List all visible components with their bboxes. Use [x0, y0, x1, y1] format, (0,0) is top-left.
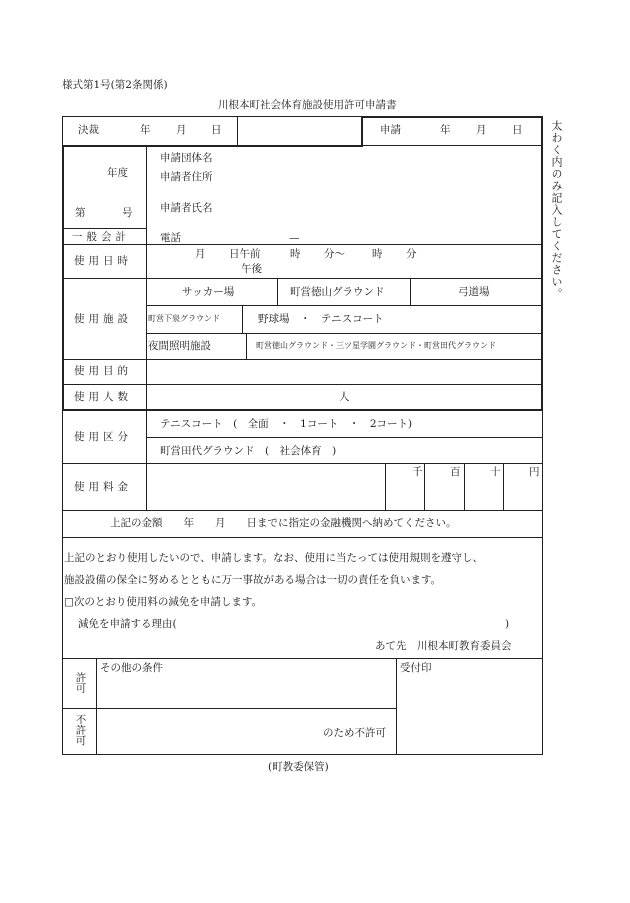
rule — [246, 333, 247, 359]
exemption-checkbox[interactable]: □次のとおり使用料の減免を申請します。 — [64, 596, 263, 608]
usage-pm: 午後 — [241, 263, 262, 275]
general-account-label: 一般会計 — [72, 231, 130, 243]
fee-unit-yen: 円 — [529, 466, 540, 478]
other-conditions-label: その他の条件 — [100, 662, 163, 674]
rule — [62, 244, 543, 245]
rule — [242, 305, 243, 333]
receipt-stamp-label: 受付印 — [400, 662, 432, 674]
rule — [62, 754, 543, 755]
rule — [62, 537, 543, 538]
applicant-address-label: 申請者住所 — [160, 171, 213, 183]
facility-baseball-tennis: 野球場 ・ テニスコート — [258, 313, 384, 325]
facility-shimoizumi: 町営下泉グラウンド — [148, 314, 220, 323]
thick-rule — [361, 116, 543, 118]
decision-month: 月 — [176, 124, 187, 136]
phone-dash: — — [289, 232, 300, 244]
rule — [396, 658, 397, 755]
form-title: 川根本町社会体育施設使用許可申請書 — [218, 99, 397, 111]
fiscal-year-label: 年度 — [107, 167, 128, 179]
facility-soccer: サッカー場 — [182, 286, 235, 298]
rule — [146, 305, 543, 306]
category-label: 使用区分 — [74, 431, 132, 443]
fee-unit-ten: 十 — [490, 466, 501, 478]
group-name-label: 申請団体名 — [160, 152, 213, 164]
rule — [277, 278, 278, 306]
rule — [96, 658, 97, 755]
usage-month: 月 — [195, 248, 206, 260]
people-unit: 人 — [339, 391, 350, 403]
rule — [503, 463, 504, 511]
exemption-reason: 減免を申請する理由( — [78, 618, 177, 630]
addressee: あて先 川根本町教育委員会 — [375, 640, 512, 652]
rule — [237, 116, 238, 146]
rule — [146, 437, 543, 438]
category-tennis: テニスコート ( 全面 ・ 1コート ・ 2コート) — [160, 418, 413, 430]
application-label: 申請 — [380, 124, 401, 136]
rule — [464, 463, 465, 511]
rule — [62, 510, 543, 511]
number-label-dai: 第 — [75, 207, 86, 219]
rule — [146, 146, 147, 511]
thick-rule — [62, 145, 363, 147]
facility-archery: 弓道場 — [458, 286, 490, 298]
thick-rule — [541, 116, 543, 410]
decision-day: 日 — [211, 124, 222, 136]
form-number: 様式第1号(第2条関係) — [62, 79, 168, 91]
facility-night-lighting: 夜間照明施設 — [148, 340, 211, 352]
rule — [62, 228, 146, 229]
deny-reason: のため不許可 — [323, 727, 386, 739]
rule — [410, 278, 411, 306]
usage-minute-2: 分 — [406, 248, 417, 260]
deny-label: 不許可 — [74, 714, 87, 746]
usage-hour: 時 — [290, 248, 301, 260]
rule — [62, 278, 543, 279]
fee-label: 使用料金 — [74, 481, 132, 493]
declaration-line-1: 上記のとおり使用したいので、申請します。なお、使用に当たっては使用規則を遵守し、 — [64, 552, 483, 564]
usage-day-am: 日午前 — [229, 248, 261, 260]
category-tashiro: 町営田代グラウンド ( 社会体育 ) — [160, 445, 337, 457]
rule — [146, 333, 543, 334]
rule — [62, 708, 396, 709]
payment-notice: 上記の金額 年 月 日までに指定の金融機関へ納めてください。 — [110, 517, 457, 529]
thick-rule — [361, 116, 363, 146]
application-year: 年 — [440, 124, 451, 136]
rule — [62, 359, 543, 360]
number-label-go: 号 — [122, 207, 133, 219]
fee-unit-thousand: 千 — [412, 466, 423, 478]
rule — [385, 463, 386, 511]
thick-rule — [62, 409, 543, 411]
rule — [62, 384, 543, 385]
side-note: 太わく内のみ記入してください。 — [550, 120, 563, 300]
rule — [363, 145, 542, 146]
usage-minute-from: 分～ — [324, 248, 345, 260]
facility-night-grounds: 町営徳山グラウンド・三ツ星学園グラウンド・町営田代グラウンド — [256, 341, 496, 350]
decision-label: 決裁 — [78, 124, 99, 136]
rule — [424, 463, 425, 511]
applicant-name-label: 申請者氏名 — [160, 202, 213, 214]
purpose-label: 使用目的 — [74, 365, 132, 377]
phone-label: 電話 — [160, 232, 181, 244]
facility-label: 使用施設 — [74, 313, 132, 325]
application-month: 月 — [476, 124, 487, 136]
rule — [62, 658, 543, 659]
people-label: 使用人数 — [74, 391, 132, 403]
footer-note: (町教委保管) — [268, 761, 329, 773]
rule — [62, 463, 543, 464]
usage-datetime-label: 使用日時 — [74, 255, 132, 267]
application-day: 日 — [512, 124, 523, 136]
declaration-line-2: 施設設備の保全に努めるとともに万一事故がある場合は一切の責任を負います。 — [64, 574, 442, 586]
permit-label: 許可 — [74, 672, 87, 693]
facility-tokuyama: 町営徳山グラウンド — [290, 286, 385, 298]
decision-year: 年 — [140, 124, 151, 136]
exemption-reason-close: ) — [505, 618, 510, 630]
fee-unit-hundred: 百 — [450, 466, 461, 478]
usage-hour-2: 時 — [372, 248, 383, 260]
